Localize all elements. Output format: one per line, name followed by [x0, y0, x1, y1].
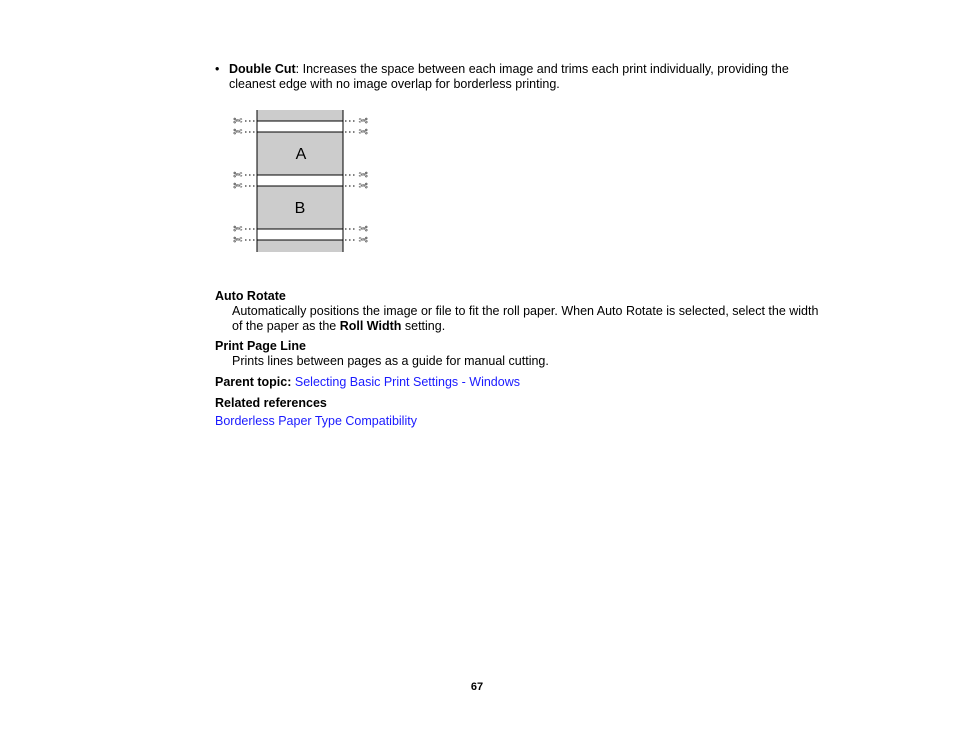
svg-text:✄: ✄: [358, 114, 368, 128]
svg-text:✄: ✄: [233, 114, 243, 128]
parent-topic-link[interactable]: Selecting Basic Print Settings - Windows: [294, 375, 520, 389]
paper-margin-top: [257, 110, 343, 121]
related-references-heading: Related references: [215, 396, 327, 410]
svg-text:✄: ✄: [358, 179, 368, 193]
svg-text:✄: ✄: [233, 125, 243, 139]
auto-rotate-description: [232, 304, 832, 334]
svg-text:✄: ✄: [358, 168, 368, 182]
page-number: 67: [470, 681, 484, 693]
auto-rotate-text-end: setting.: [401, 319, 446, 333]
paper-strip: [257, 110, 343, 252]
borderless-paper-link[interactable]: Borderless Paper Type Compatibility: [215, 414, 417, 428]
svg-text:✄: ✄: [233, 222, 243, 236]
double-cut-diagram: [225, 110, 375, 255]
double-cut-term: Double Cut: [229, 62, 296, 76]
double-cut-bullet: [215, 62, 825, 92]
label-b: B: [294, 200, 306, 217]
auto-rotate-heading: Auto Rotate: [215, 289, 286, 303]
parent-topic-label: Parent topic:: [215, 375, 292, 389]
bullet-marker: •: [215, 62, 220, 76]
svg-text:✄: ✄: [233, 168, 243, 182]
paper-margin-bottom: [257, 240, 343, 252]
print-page-line-heading: Print Page Line: [215, 339, 306, 353]
roll-width-term: Roll Width: [339, 319, 402, 333]
svg-text:✄: ✄: [233, 179, 243, 193]
parent-topic: [215, 375, 520, 390]
auto-rotate-text: Automatically positions the image or file to fit the roll paper. When Auto Rotate is selected, select the width of the paper as the: [232, 304, 819, 333]
svg-text:✄: ✄: [233, 233, 243, 247]
print-page-line-description: Prints lines between pages as a guide for manual cutting.: [232, 354, 549, 368]
label-a: A: [295, 146, 307, 163]
svg-text:✄: ✄: [358, 222, 368, 236]
svg-text:✄: ✄: [358, 125, 368, 139]
double-cut-description: : Increases the space between each image and trims each print individually, providing the cleanest edge with no image overlap for borderless printing.: [229, 62, 789, 91]
svg-text:✄: ✄: [358, 233, 368, 247]
double-cut-text: [229, 62, 825, 92]
